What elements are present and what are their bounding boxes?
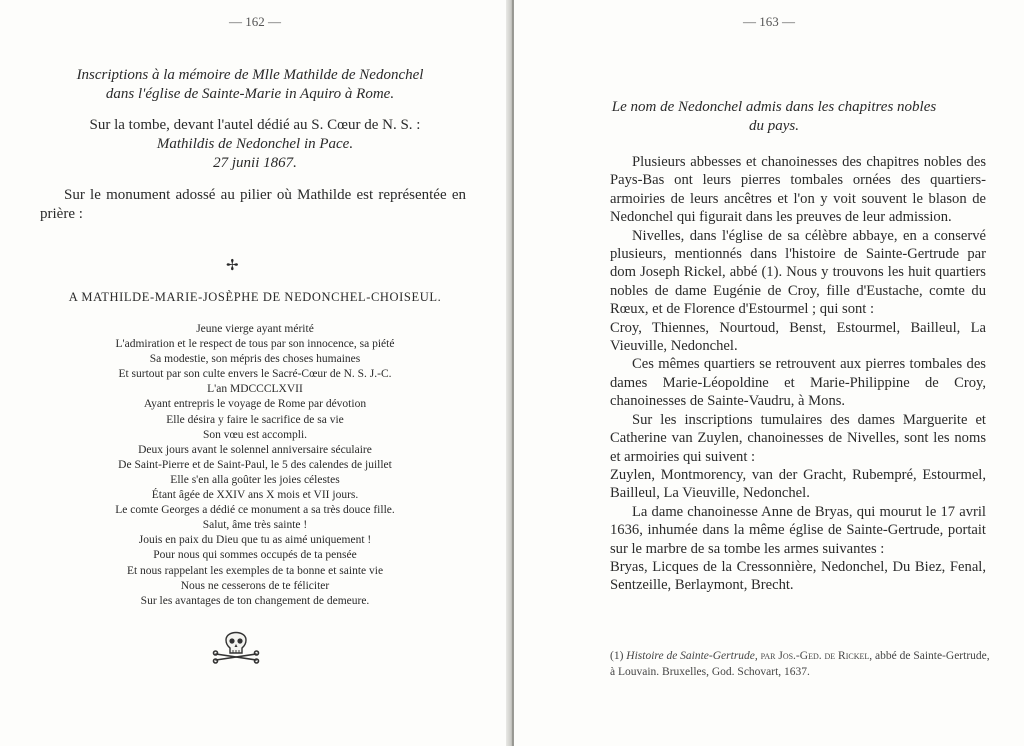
tomb-line1: Sur la tombe, devant l'autel dédié au S. Cœur de N. S. :	[89, 117, 421, 133]
skull-crossbones-icon	[212, 624, 260, 664]
verse-line: Ayant entrepris le voyage de Rome par dévotion	[143, 398, 367, 411]
footnote-mark: (1)	[610, 650, 624, 662]
chapter-title-line2: du pays.	[749, 118, 799, 134]
dedication-heading: A MATHILDE-MARIE-JOSÈPHE DE NEDONCHEL-CHOISEUL.	[68, 290, 442, 304]
verse-line: Elle s'en alla goûter les joies célestes	[170, 473, 340, 486]
quarters-list: Croy, Thiennes, Nourtoud, Benst, Estourmel, Bailleul, La Vieuville, Nedonchel.	[610, 319, 986, 355]
footnote-title: Histoire de Sainte-Gertrude,	[626, 650, 758, 662]
tomb-inscription	[40, 116, 470, 173]
page-number-left: — 162 —	[229, 14, 281, 29]
chapter-title-line1: Le nom de Nedonchel admis dans les chapitres nobles	[611, 99, 937, 115]
verse-line: Pour nous qui sommes occupés de ta pensée	[153, 549, 357, 562]
paragraph: Nivelles, dans l'église de sa célèbre abbaye, en a conservé plusieurs, mentionnés dans l'histoire de Sainte-Gertrude par dom Joseph Rickel, abbé (1). Nous y trouvons les huit quartiers nobles de dame Eugénie de Croy, fille d'Eustache, comte du Rœux, et de Florence d'Estourmel ; qui sont :	[610, 227, 986, 318]
paragraph: Sur les inscriptions tumulaires des dames Marguerite et Catherine van Zuylen, chanoinesses de Nivelles, sont les noms et armoiries qui suivent :	[610, 411, 986, 465]
footnote	[610, 648, 990, 680]
verse-line: Nous ne cesserons de te féliciter	[180, 579, 330, 592]
right-page	[514, 0, 1024, 746]
monument-paragraph: Sur le monument adossé au pilier où Mathilde est représentée en prière :	[40, 187, 466, 222]
verse-line: Jouis en paix du Dieu que tu as aimé uniquement !	[138, 534, 372, 547]
footnote-author: par Jos.-Ged. de Rickel,	[760, 650, 873, 662]
verse-line: Et surtout par son culte envers le Sacré-Cœur de N. S. J.-C.	[118, 368, 392, 381]
inscriptions-title-line2: dans l'église de Sainte-Marie in Aquiro à Rome.	[105, 86, 395, 102]
footnote-rest: abbé de Sainte-Gertrude, à Louvain. Bruxelles, God. Schovart, 1637.	[610, 650, 990, 678]
verse-line: Deux jours avant le solennel anniversaire séculaire	[138, 443, 372, 456]
verse-line: Étant âgée de XXIV ans X mois et VII jours.	[151, 489, 359, 502]
page-number-right: — 163 —	[743, 14, 795, 29]
verse-line: L'an MDCCCLXVII	[207, 383, 303, 396]
verse-line: Le comte Georges a dédié ce monument a sa très douce fille.	[115, 504, 395, 517]
tomb-line2: Mathildis de Nedonchel in Pace.	[156, 136, 354, 152]
left-page	[0, 0, 510, 746]
quarters-list: Bryas, Licques de la Cressonnière, Nedonchel, Du Biez, Fenal, Sentzeille, Berlaymont, Brecht.	[610, 558, 986, 594]
verse-line: Jeune vierge ayant mérité	[196, 323, 314, 335]
verse-line: Salut, âme très sainte !	[202, 519, 308, 532]
epitaph-verse	[40, 322, 470, 609]
verse-line: L'admiration et le respect de tous par son innocence, sa piété	[115, 338, 395, 351]
body-text	[610, 153, 986, 595]
paragraph: La dame chanoinesse Anne de Bryas, qui mourut le 17 avril 1636, inhumée dans la même église de Sainte-Gertrude, portait sur le marbre de sa tombe les armes suivantes :	[610, 503, 986, 557]
verse-line: Sa modestie, son mépris des choses humaines	[149, 353, 361, 366]
paragraph: Plusieurs abbesses et chanoinesses des chapitres nobles des Pays-Bas ont leurs pierres tombales ornées des quartiers-armoiries de leurs ancêtres et l'on y voit souvent le blason de Nedonchel qui figurait dans les preuves de leur admission.	[610, 154, 986, 226]
verse-line: Et nous rappelant les exemples de ta bonne et sainte vie	[126, 564, 384, 577]
tomb-date: 27 junii 1867.	[213, 155, 297, 171]
verse-line: Son vœu est accompli.	[202, 428, 308, 441]
inscriptions-title	[30, 66, 470, 104]
chapter-title	[564, 98, 984, 136]
cross-ornament-icon: ✢	[226, 256, 239, 274]
inscriptions-title-line1: Inscriptions à la mémoire de Mlle Mathilde de Nedonchel	[76, 67, 424, 83]
verse-line: Elle désira y faire le sacrifice de sa vie	[166, 413, 344, 426]
verse-line: Sur les avantages de ton changement de demeure.	[140, 594, 370, 607]
quarters-list: Zuylen, Montmorency, van der Gracht, Rubempré, Estourmel, Bailleul, La Vieuville, Nedonchel.	[610, 466, 986, 502]
paragraph: Ces mêmes quartiers se retrouvent aux pierres tombales des dames Marie-Léopoldine et Marie-Philippine de Croy, chanoinesses de Sainte-Vaudru, à Mons.	[610, 356, 986, 410]
verse-line: De Saint-Pierre et de Saint-Paul, le 5 des calendes de juillet	[118, 458, 392, 471]
